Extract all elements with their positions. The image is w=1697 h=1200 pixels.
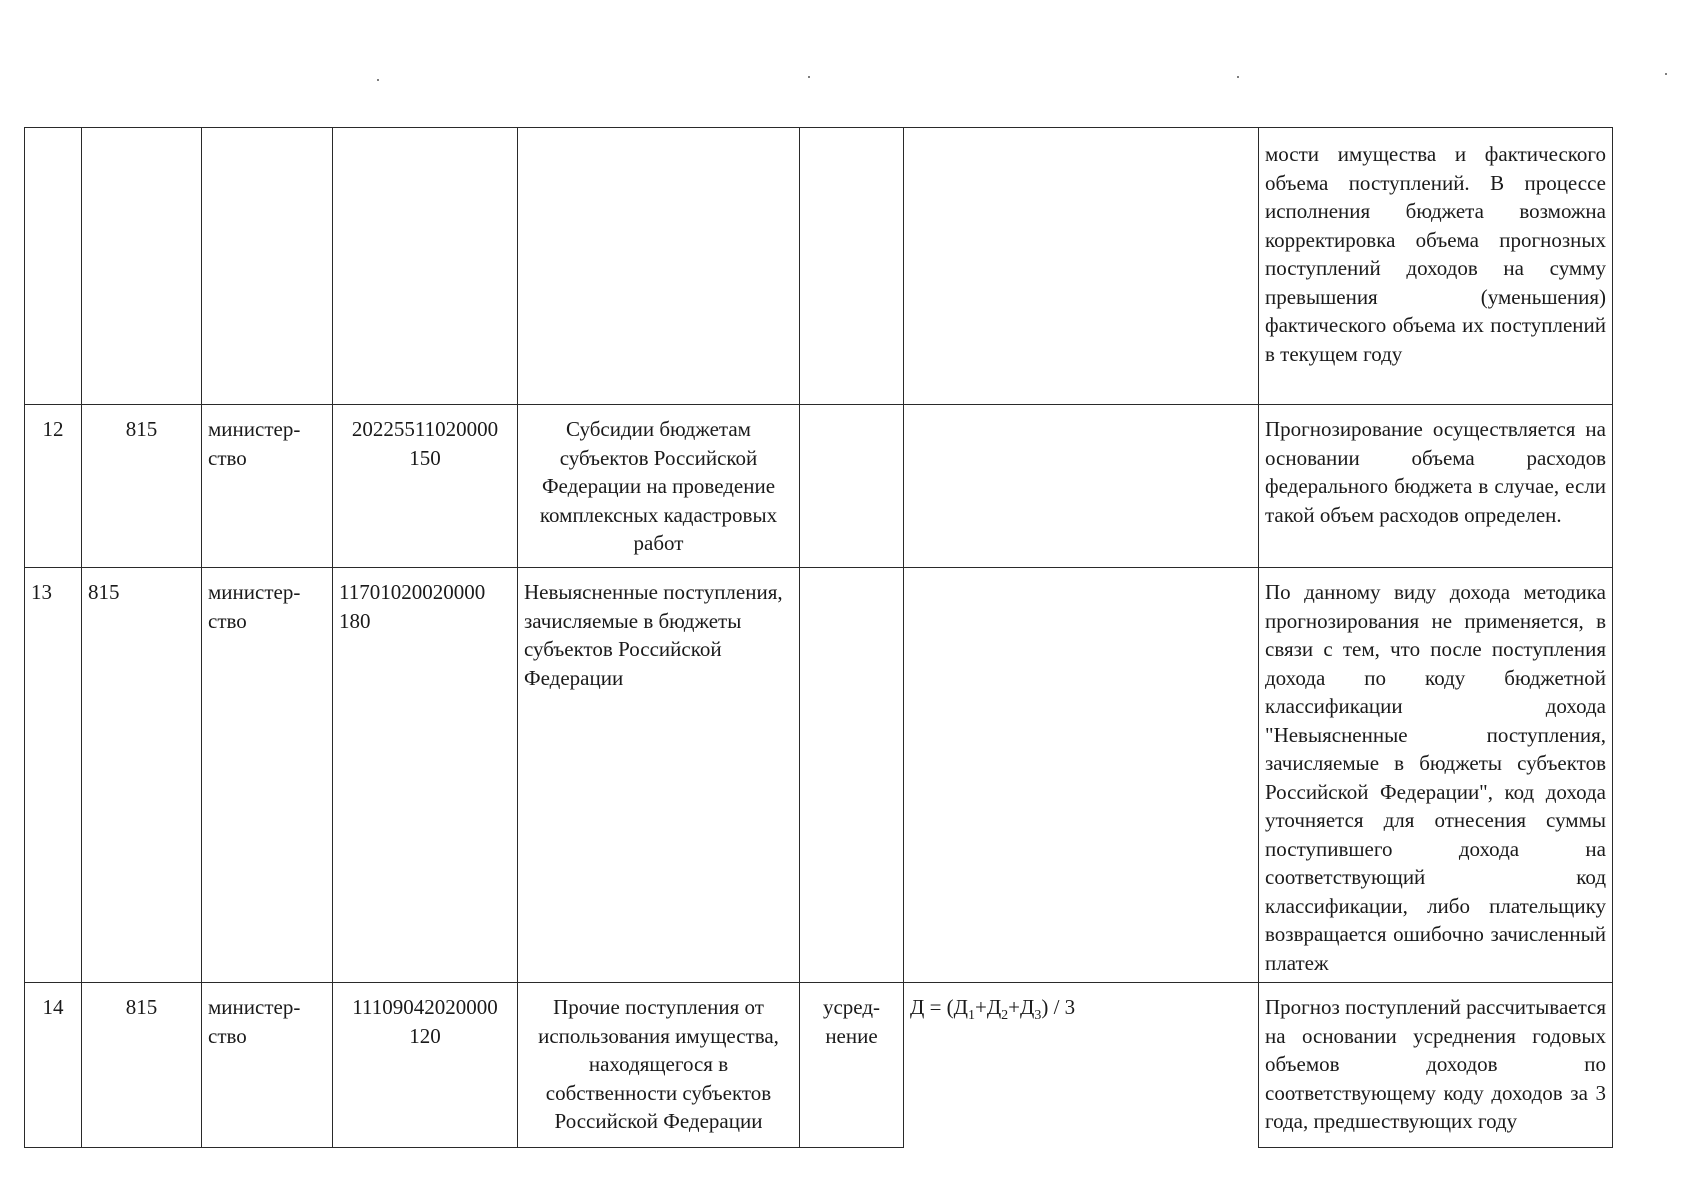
scan-speck	[377, 79, 379, 81]
table-row	[25, 983, 1613, 1148]
description-cell: мости имущества и фактического объема поступлений. В процессе исполнения бюджета возможна корректировка объема прогнозных поступлений доходов на сумму превышения (уменьшения) фактического объема их поступлений в текущем году	[1259, 128, 1613, 405]
kbk-code-cell: 20225511020000 150	[333, 405, 518, 568]
formula-cell	[904, 568, 1259, 983]
income-name-cell	[518, 128, 800, 405]
table-row	[25, 568, 1613, 983]
row-number-cell: 13	[25, 568, 82, 983]
scan-speck	[808, 76, 810, 78]
admin-name-cell: министер- ство	[202, 983, 333, 1148]
income-forecast-table	[24, 127, 1613, 1148]
income-name-cell: Субсидии бюджетам субъектов Российской Федерации на проведение комплексных кадастровых работ	[518, 405, 800, 568]
description-cell: По данному виду дохода методика прогнозирования не применяется, в связи с тем, что после поступления дохода по коду бюджетной классификации дохода "Невыясненные поступления, зачисляемые в бюджеты субъектов Российской Федерации", код дохода уточняется для отнесения суммы поступившего дохода на соответствующий код классификации, либо плательщику возвращается ошибочно зачисленный платеж	[1259, 568, 1613, 983]
admin-name-cell: министер- ство	[202, 568, 333, 983]
income-name-cell: Прочие поступления от использования имущества, находящегося в собственности субъектов Российской Федерации	[518, 983, 800, 1148]
scan-speck	[1665, 73, 1667, 75]
table-row	[25, 405, 1613, 568]
admin-code-cell	[82, 128, 202, 405]
description-cell: Прогноз поступлений рассчитывается на основании усреднения годовых объемов доходов по соответствующему коду доходов за 3 года, предшествующих году	[1259, 983, 1613, 1148]
kbk-code-cell: 11701020020000 180	[333, 568, 518, 983]
formula-cell	[904, 128, 1259, 405]
admin-code-cell: 815	[82, 405, 202, 568]
row-number-cell: 12	[25, 405, 82, 568]
method-cell	[800, 568, 904, 983]
description-cell: Прогнозирование осуществляется на основании объема расходов федерального бюджета в случае, если такой объем расходов определен.	[1259, 405, 1613, 568]
method-cell: усред- нение	[800, 983, 904, 1148]
admin-name-cell: министер- ство	[202, 405, 333, 568]
kbk-code-cell: 11109042020000 120	[333, 983, 518, 1148]
scan-speck	[1237, 76, 1239, 78]
kbk-code-cell	[333, 128, 518, 405]
admin-code-cell: 815	[82, 983, 202, 1148]
averaging-formula: $Д = (Д_1+Д_2+Д_3) / 3$	[910, 995, 1076, 1024]
income-name-cell: Невыясненные поступления, зачисляемые в бюджеты субъектов Российской Федерации	[518, 568, 800, 983]
row-number-cell: 14	[25, 983, 82, 1148]
admin-name-cell	[202, 128, 333, 405]
admin-code-cell: 815	[82, 568, 202, 983]
row-number-cell	[25, 128, 82, 405]
table-row	[25, 128, 1613, 405]
method-cell	[800, 405, 904, 568]
formula-cell	[904, 983, 1259, 1148]
formula-cell	[904, 405, 1259, 568]
method-cell	[800, 128, 904, 405]
